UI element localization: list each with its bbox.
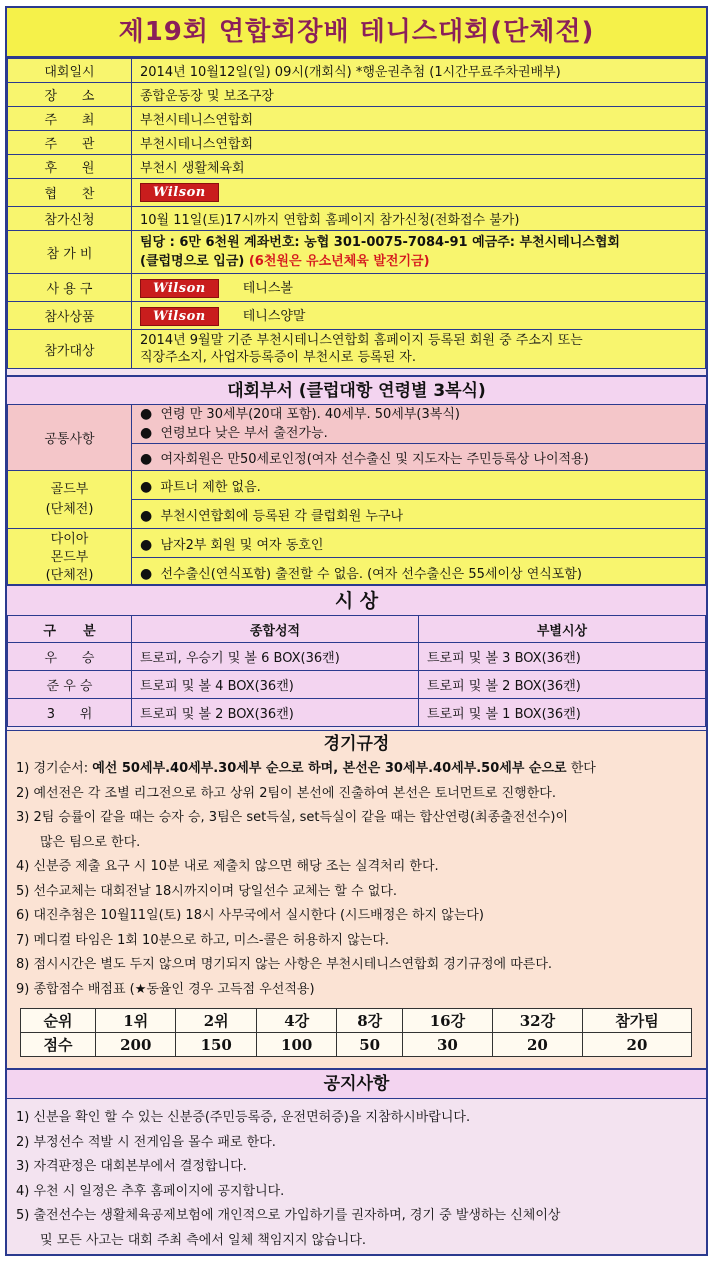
score-header: 32강 — [492, 1009, 582, 1033]
awards-row — [8, 699, 706, 727]
registration-label: 참가신청 — [8, 207, 132, 231]
common-item: ● 연령 만 30세부(20대 포함). 40세부. 50세부(3복식) — [140, 406, 460, 422]
registration-row — [8, 207, 706, 231]
wilson-logo: Wilson — [140, 279, 219, 298]
division-header: 대회부서 (클럽대항 연령별 3복식) — [7, 375, 706, 406]
common-item: ● 연령보다 낮은 부서 출전가능. — [140, 425, 328, 441]
info-label: 후 원 — [8, 155, 132, 179]
notice-list — [7, 1106, 706, 1253]
page-title: 제19회 연합회장배 테니스대회(단체전) — [7, 8, 706, 58]
eligibility-line1: 2014년 9월말 기준 부천시테니스연합회 홈페이지 등록된 회원 중 주소지 또는 — [140, 333, 583, 348]
notice-item: 4) 우천 시 일정은 추후 홈페이지에 공지합니다. — [16, 1183, 285, 1199]
diamond-label: 다이아 몬드부 (단체전) — [8, 529, 132, 587]
info-label: 대회일시 — [8, 59, 132, 83]
awards-col-header: 부별시상 — [419, 616, 706, 643]
info-table — [7, 58, 706, 369]
eligibility-line2: 직장주소지, 사업자등록증이 부천시로 등록된 자. — [140, 350, 416, 365]
notice-header: 공지사항 — [7, 1068, 706, 1099]
info-row — [8, 131, 706, 155]
score-row-label: 점수 — [21, 1033, 96, 1057]
award-overall: 트로피 및 볼 4 BOX(36캔) — [132, 671, 419, 699]
rules-list — [7, 757, 706, 1002]
score-header-row — [21, 1009, 692, 1033]
wilson-logo: Wilson — [140, 183, 219, 202]
fee-line2b: (6천원은 유소년체육 발전기금) — [248, 254, 430, 269]
division-table — [7, 404, 706, 587]
notice-item: 5) 출전선수는 생활체육공제보험에 개인적으로 가입하기를 권자하며, 경기 중 발생하는 신체이상 — [16, 1208, 561, 1223]
rule-item: 8) 점시시간은 별도 두지 않으며 명기되지 않는 사항은 부천시테니스연합회 경기규정에 따른다. — [16, 957, 553, 972]
rule-item: 5) 선수교체는 대회전날 18시까지이며 당일선수 교체는 할 수 없다. — [16, 883, 398, 899]
diamond-row — [8, 529, 706, 558]
rule-item: 2) 예선전은 각 조별 리그전으로 하고 상위 2팀이 본선에 진출하여 본선은 토너먼트로 진행한다. — [16, 785, 556, 801]
award-overall: 트로피, 우승기 및 볼 6 BOX(36캔) — [132, 643, 419, 671]
awards-table — [7, 615, 706, 727]
awards-col-header: 구 분 — [8, 616, 132, 643]
awards-header: 시 상 — [7, 584, 706, 617]
common-item: ● 여자회원은 만50세로인정(여자 선수출신 및 지도자는 주민등록상 나이적용) — [132, 444, 706, 471]
fee-row — [8, 231, 706, 274]
info-value: 종합운동장 및 보조구장 — [132, 83, 706, 107]
gift-text: 테니스양말 — [242, 309, 306, 324]
rule-item: 9) 종합점수 배점표 (★동율인 경우 고득점 우선적용) — [16, 981, 315, 997]
rules-section — [7, 730, 706, 1069]
fee-line2a: (클럽명으로 입금) — [140, 254, 249, 269]
rule-item: 1) 경기순서: 예선 50세부.40세부.30세부 순으로 하며, 본선은 30세부.40세부.50세부 순으로 한다 — [16, 761, 596, 776]
info-value: 부천시 생활체육회 — [132, 155, 706, 179]
info-row — [8, 83, 706, 107]
info-row — [8, 155, 706, 179]
info-value: 부천시테니스연합회 — [132, 107, 706, 131]
diamond-item: ● 남자2부 회원 및 여자 동호인 — [132, 529, 706, 558]
gift-label: 참사상품 — [8, 302, 132, 330]
info-value: 2014년 10월12일(일) 09시(개회식) *행운권추첨 (1시간무료주차권배부) — [132, 59, 706, 83]
score-value: 20 — [492, 1033, 582, 1057]
score-header: 참가팀 — [582, 1009, 691, 1033]
info-label: 주 최 — [8, 107, 132, 131]
notice-item: 1) 신분을 확인 할 수 있는 신분증(주민등록증, 운전면허증)을 지참하시바랍니다. — [16, 1110, 471, 1125]
score-header: 16강 — [402, 1009, 492, 1033]
rule-item: 4) 신분증 제출 요구 시 10분 내로 제출치 않으면 해당 조는 실격처리 한다. — [16, 859, 439, 874]
ball-label: 사 용 구 — [8, 274, 132, 302]
notice-item: 3) 자격판정은 대회본부에서 결정합니다. — [16, 1159, 247, 1174]
gold-label: 골드부 (단체전) — [8, 471, 132, 529]
award-overall: 트로피 및 볼 2 BOX(36캔) — [132, 699, 419, 727]
awards-row — [8, 671, 706, 699]
ball-row — [8, 274, 706, 302]
gift-row — [8, 302, 706, 330]
info-row — [8, 59, 706, 83]
fee-label: 참 가 비 — [8, 231, 132, 274]
score-value: 50 — [337, 1033, 403, 1057]
score-value: 30 — [402, 1033, 492, 1057]
sponsor-label: 협 찬 — [8, 179, 132, 207]
fee-line1: 팀당 : 6만 6천원 계좌번호: 농협 301-0075-7084-91 예금주: 부천시테니스협회 — [140, 235, 620, 250]
info-value: 부천시테니스연합회 — [132, 131, 706, 155]
diamond-item: ● 선수출신(연식포함) 출전할 수 없음. (여자 선수출신은 55세이상 연식포함) — [132, 558, 706, 587]
eligibility-row — [8, 330, 706, 369]
score-value: 200 — [96, 1033, 176, 1057]
ball-text: 테니스볼 — [242, 281, 293, 296]
notice-item: 2) 부정선수 적발 시 전게임을 몰수 패로 한다. — [16, 1134, 276, 1150]
rule-item-cont: 많은 팀으로 한다. — [40, 834, 141, 850]
score-header: 1위 — [96, 1009, 176, 1033]
score-value: 150 — [176, 1033, 256, 1057]
score-header: 8강 — [337, 1009, 403, 1033]
notice-item-cont: 및 모든 사고는 대회 주최 측에서 일체 책임지지 않습니다. — [40, 1232, 367, 1248]
gold-item: ● 파트너 제한 없음. — [132, 471, 706, 500]
common-row — [8, 405, 706, 444]
info-label: 장 소 — [8, 83, 132, 107]
award-division: 트로피 및 볼 1 BOX(36캔) — [419, 699, 706, 727]
rule-item: 7) 메디컬 타임은 1회 10분으로 하고, 미스-콜은 허용하지 않는다. — [16, 932, 390, 948]
eligibility-label: 참가대상 — [8, 330, 132, 369]
rules-header: 경기규정 — [323, 734, 390, 754]
sponsor-row — [8, 179, 706, 207]
score-header: 순위 — [21, 1009, 96, 1033]
info-label: 주 관 — [8, 131, 132, 155]
rule-item: 6) 대진추첨은 10월11일(토) 18시 사무국에서 실시한다 (시드배정은 하지 않는다) — [16, 908, 484, 923]
score-header: 4강 — [256, 1009, 336, 1033]
score-value: 100 — [256, 1033, 336, 1057]
info-row — [8, 107, 706, 131]
awards-row — [8, 643, 706, 671]
award-rank: 3 위 — [8, 699, 132, 727]
gold-row — [8, 471, 706, 500]
award-division: 트로피 및 볼 2 BOX(36캔) — [419, 671, 706, 699]
award-rank: 우 승 — [8, 643, 132, 671]
common-label: 공통사항 — [8, 405, 132, 471]
registration-value: 10월 11일(토)17시까지 연합회 홈페이지 참가신청(전화접수 불가) — [132, 207, 706, 231]
award-division: 트로피 및 볼 3 BOX(36캔) — [419, 643, 706, 671]
rule-item: 3) 2팀 승률이 같을 때는 승자 승, 3팀은 set득실, set득실이 같을 때는 합산연령(최종출전선수)이 — [16, 810, 569, 825]
score-table — [20, 1008, 692, 1057]
score-row — [21, 1033, 692, 1057]
wilson-logo: Wilson — [140, 307, 219, 326]
score-value: 20 — [582, 1033, 691, 1057]
award-rank: 준 우 승 — [8, 671, 132, 699]
awards-col-header: 종합성적 — [132, 616, 419, 643]
gold-item: ● 부천시연합회에 등록된 각 클럽회원 누구나 — [132, 500, 706, 529]
awards-header-row — [8, 616, 706, 643]
score-header: 2위 — [176, 1009, 256, 1033]
poster — [5, 6, 708, 1256]
